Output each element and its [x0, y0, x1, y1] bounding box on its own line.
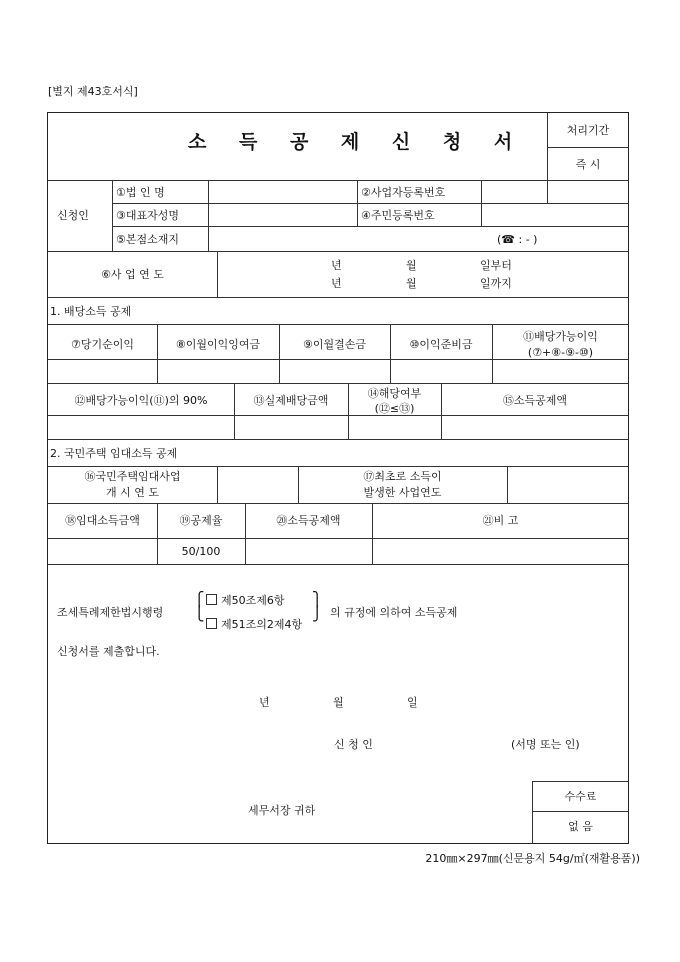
left-bracket: ⎧ ⎩: [194, 592, 205, 622]
month-to: 월: [406, 277, 417, 290]
checkbox-art50[interactable]: [206, 594, 217, 605]
declaration-line2: 신청서를 제출합니다.: [57, 645, 160, 658]
hq-location-label: ⑤본점소재지: [116, 233, 179, 246]
col-rental-start-year: 개 시 연 도: [106, 486, 159, 499]
checkbox-art51[interactable]: [206, 618, 217, 629]
col-first-income: ⑰최초로 소득이: [363, 470, 442, 483]
date-day: 일: [407, 696, 418, 709]
col-retained-earnings: ⑧이월이익잉여금: [175, 338, 261, 351]
date-year: 년: [259, 696, 270, 709]
day-to: 일까지: [480, 277, 512, 290]
paper-spec: 210㎜×297㎜(신문용지 54g/㎡(재활용품)): [425, 852, 640, 865]
representative-label: ③대표자성명: [116, 209, 179, 222]
col-distributable-profit: ⑪배당가능이익: [523, 330, 598, 343]
form-title: 소 득 공 제 신 청 서: [188, 131, 526, 153]
option-art51[interactable]: 제51조의2제4항: [206, 618, 302, 631]
col-eligibility: ⑭해당여부: [367, 387, 422, 400]
col-net-income: ⑦당기순이익: [71, 338, 134, 351]
resident-reg-no-label: ④주민등록번호: [361, 209, 435, 222]
col-legal-reserve: ⑩이익준비금: [409, 338, 473, 351]
year-from: 년: [331, 259, 342, 272]
col-deficit: ⑨이월결손금: [303, 338, 366, 351]
tax-office-addressee: 세무서장 귀하: [248, 804, 316, 817]
processing-period-label: 처리기간: [566, 124, 610, 137]
section2-title: 2. 국민주택 임대소득 공제: [50, 447, 178, 460]
business-reg-no-label: ②사업자등록번호: [361, 186, 446, 199]
col-ninety-percent: ⑫배당가능이익(⑪)의 90%: [74, 394, 208, 407]
col-actual-dividend: ⑬실제배당금액: [253, 394, 329, 407]
col-remarks: ㉑비 고: [482, 514, 519, 527]
form-frame: [47, 112, 629, 844]
col-first-income-year: 발생한 사업연도: [363, 486, 442, 499]
col-rental-start: ⑯국민주택임대사업: [84, 470, 181, 483]
day-from: 일부터: [480, 259, 512, 272]
right-bracket: ⎫ ⎭: [312, 592, 323, 622]
col-deduction-rate: ⑲공제율: [179, 514, 223, 527]
date-month: 월: [333, 696, 344, 709]
deduction-rate-value: 50/100: [181, 545, 221, 558]
applicant-label: 신청인: [57, 209, 89, 222]
phone-field: (☎ : - ): [497, 233, 538, 246]
declaration-prefix: 조세특례제한법시행령: [57, 606, 164, 619]
col-rental-deduction: ⑳소득공제액: [276, 514, 341, 527]
applicant-signer: 신 청 인: [334, 738, 373, 751]
col-rental-income: ⑱임대소득금액: [65, 514, 140, 527]
business-year-label: ⑥사 업 연 도: [101, 268, 164, 281]
option-art50[interactable]: 제50조제6항: [206, 594, 285, 607]
col-eligibility-cond: (⑫≤⑬): [374, 402, 415, 415]
section1-title: 1. 배당소득 공제: [50, 305, 132, 318]
declaration-suffix: 의 규정에 의하여 소득공제: [330, 606, 458, 619]
fee-value: 없 음: [568, 820, 593, 833]
col-income-deduction: ⑮소득공제액: [502, 394, 568, 407]
processing-period-value: 즉 시: [575, 158, 601, 171]
col-distributable-formula: (⑦+⑧-⑨-⑩): [527, 346, 594, 359]
form-number: [별지 제43호서식]: [48, 85, 138, 98]
signature-label: (서명 또는 인): [511, 738, 580, 751]
corp-name-label: ①법 인 명: [116, 186, 165, 199]
month-from: 월: [406, 259, 417, 272]
fee-label: 수수료: [564, 790, 597, 803]
year-to: 년: [331, 277, 342, 290]
